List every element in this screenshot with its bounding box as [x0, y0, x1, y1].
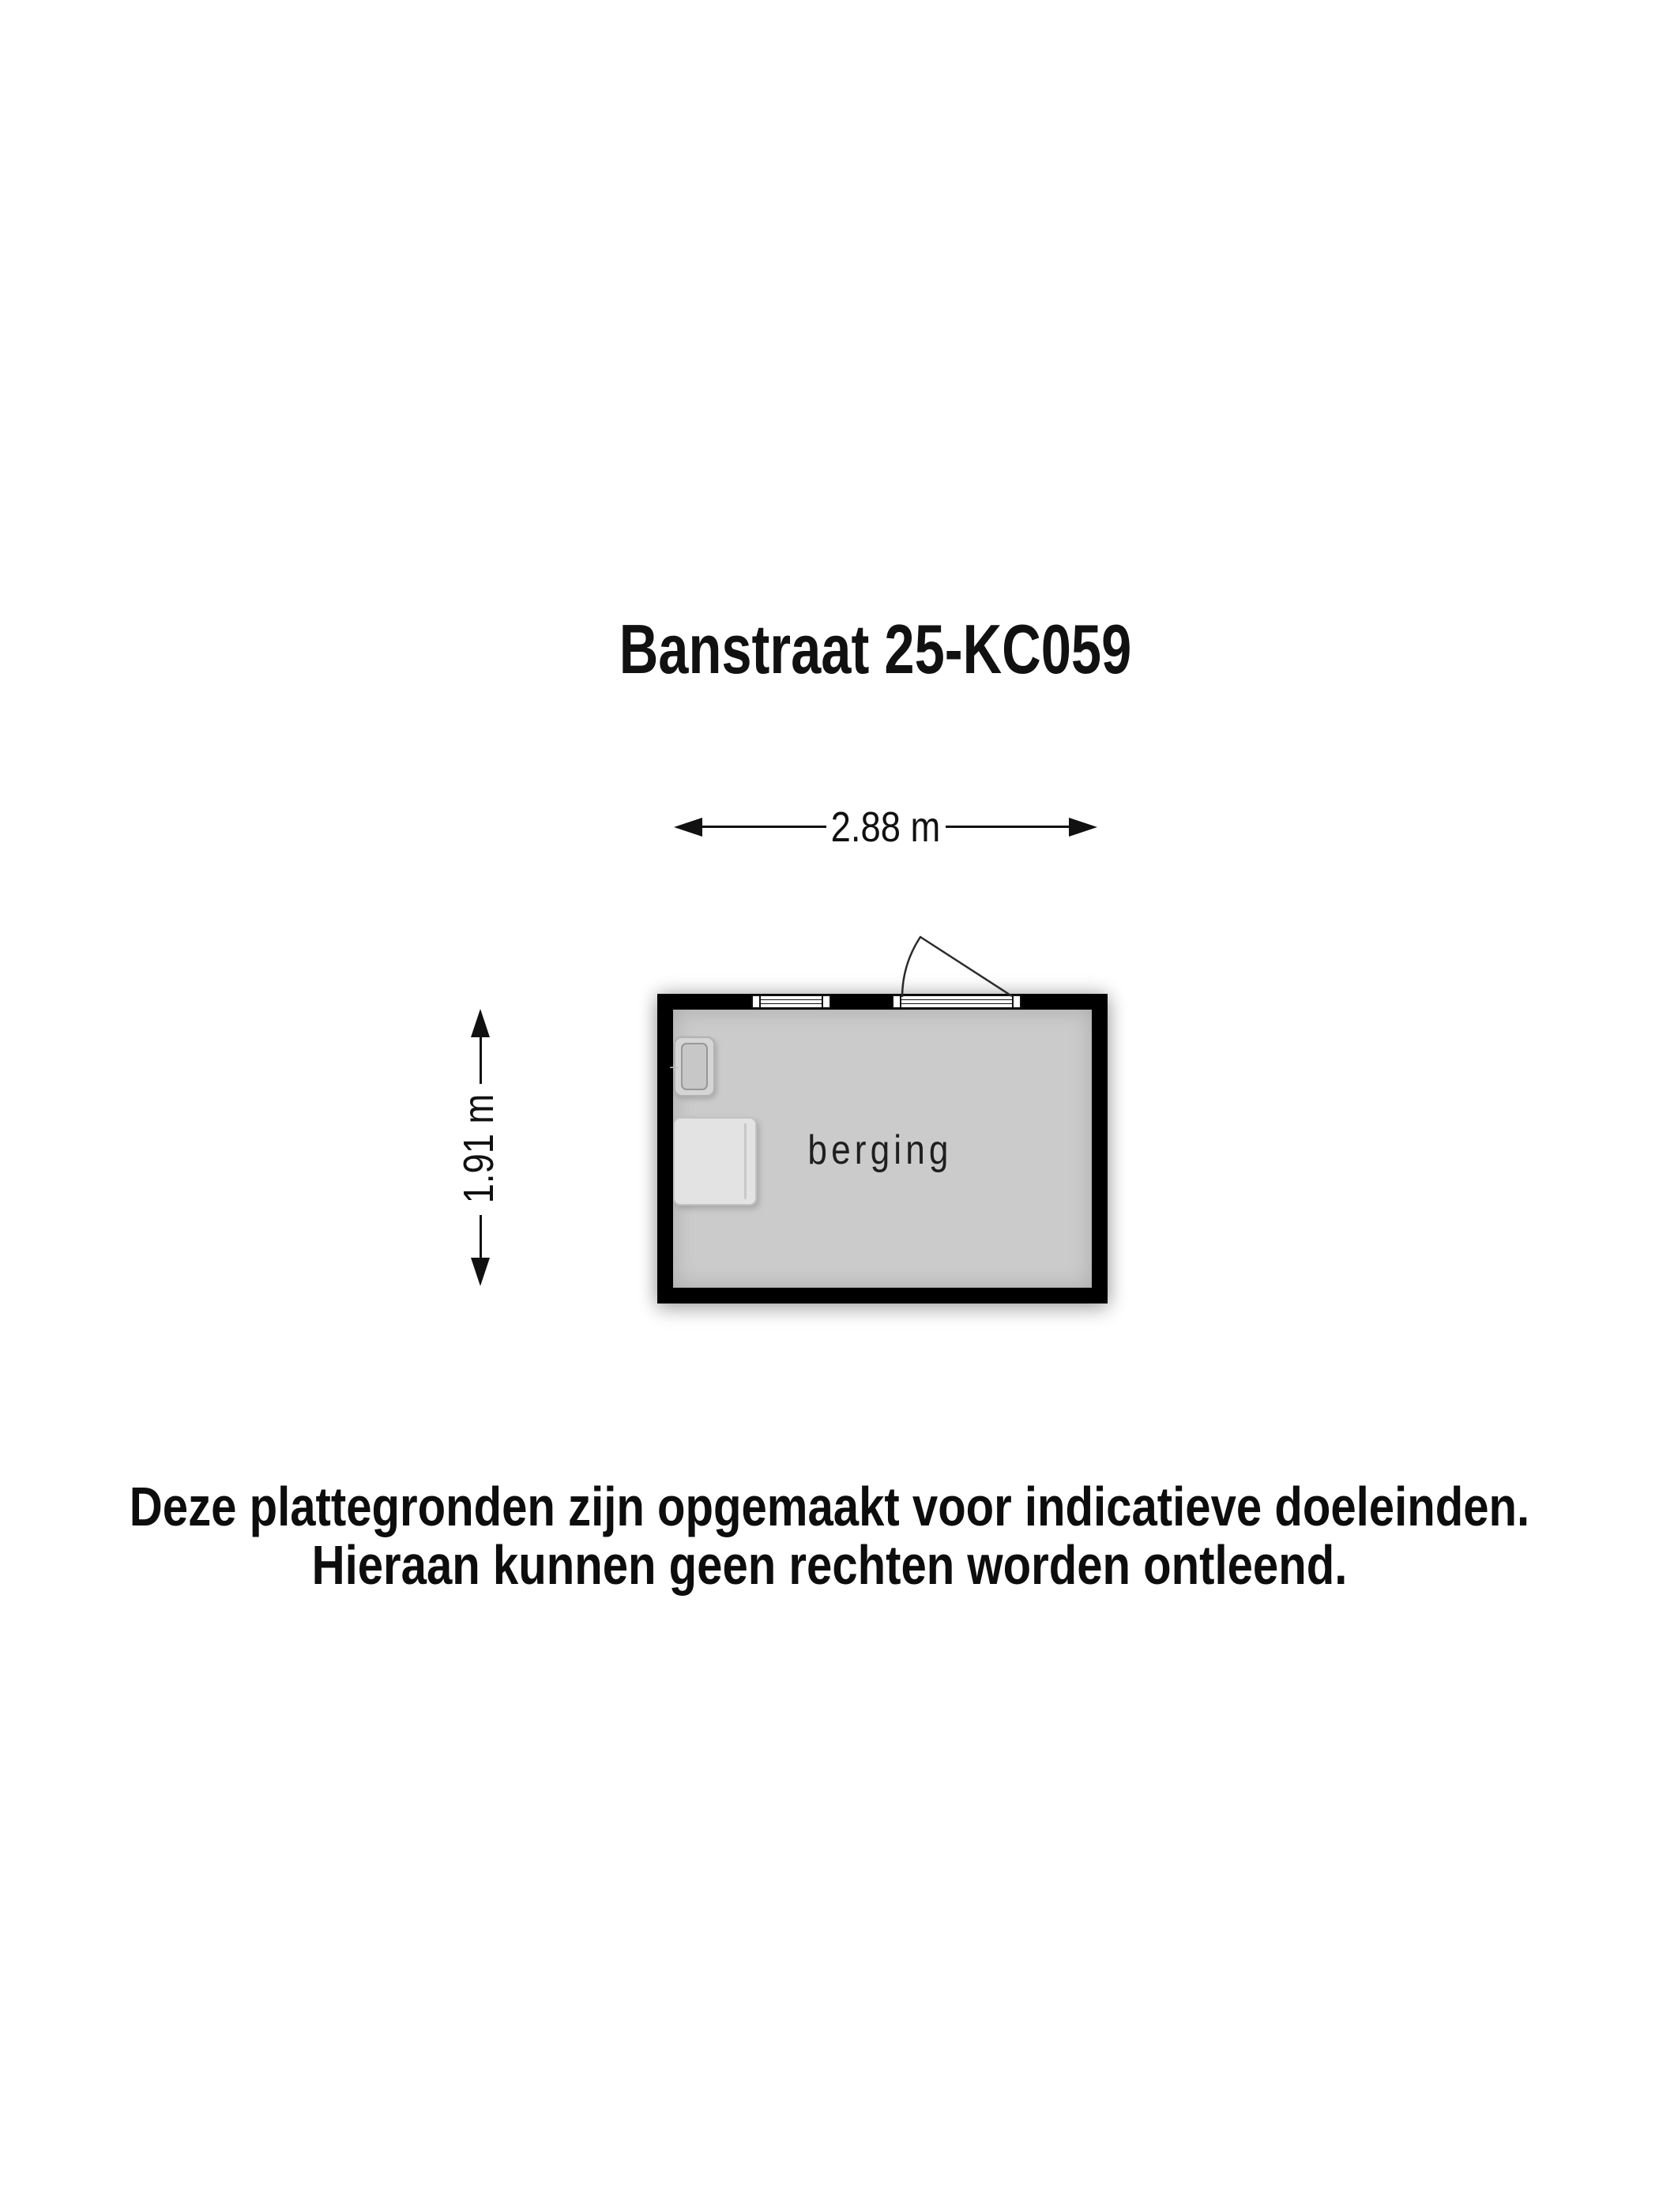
- window-jamb: [751, 995, 761, 1009]
- height-dimension-label: 1.91 m: [455, 1093, 502, 1204]
- dimension-line-segment: [480, 1032, 482, 1084]
- page-title: Banstraat 25-KC059: [619, 610, 1132, 688]
- dimension-line-segment: [480, 1215, 482, 1261]
- window-jamb: [822, 995, 831, 1009]
- bench-fold-line: [744, 1123, 747, 1199]
- cabinet-handle-icon: +: [669, 1059, 679, 1077]
- dimension-arrow-down-icon: [471, 1258, 490, 1286]
- room-label: berging: [807, 1127, 953, 1173]
- dimension-line-segment: [679, 826, 826, 828]
- disclaimer-line-2: Hieraan kunnen geen rechten worden ontleend.: [311, 1534, 1348, 1596]
- disclaimer-line-1: Deze plattegronden zijn opgemaakt voor indicatieve doeleinden.: [129, 1476, 1530, 1537]
- door-swing-icon: [869, 908, 1043, 1019]
- width-dimension-label: 2.88 m: [830, 803, 941, 851]
- bench-furniture: [673, 1117, 757, 1206]
- cabinet-inner-panel: [681, 1043, 708, 1090]
- dimension-arrow-right-icon: [1069, 818, 1097, 837]
- window-icon: [761, 995, 822, 1009]
- cabinet-furniture: [669, 1036, 715, 1097]
